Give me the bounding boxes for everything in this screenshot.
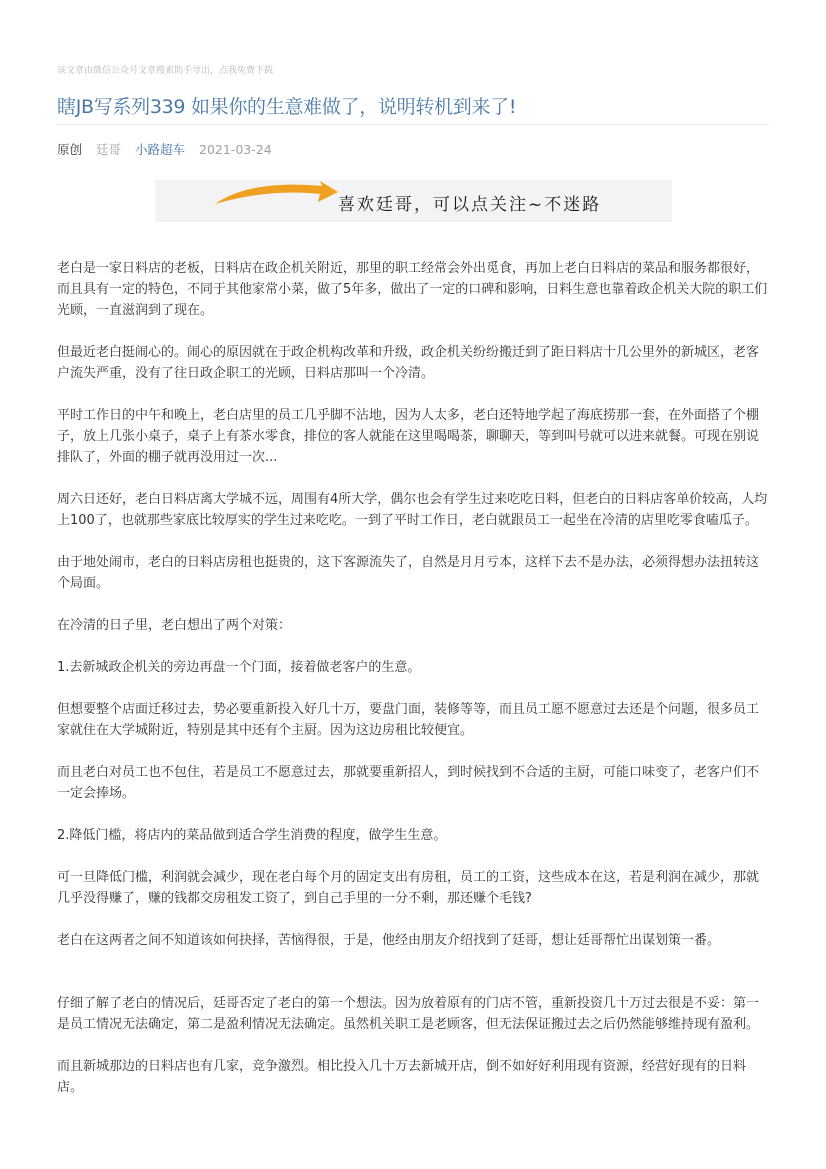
paragraph: 仔细了解了老白的情况后，廷哥否定了老白的第一个想法。因为放着原有的门店不管，重新投资几十万过去很是不妥：第一是员工情况无法确定，第二是盈利情况无法确定。虽然机关职工是老顾客，但无法保证搬过去之后仍然能够维持现有盈利。 [57, 996, 760, 1032]
title-divider [57, 124, 769, 125]
original-tag: 原创 [57, 142, 83, 157]
paragraph: 2.降低门槛，将店内的菜品做到适合学生消费的程度，做学生生意。 [57, 828, 447, 843]
export-notice[interactable]: 该文章由微信公众号文章搜索助手导出，点我免费下载 [57, 66, 274, 76]
follow-banner [155, 180, 672, 222]
paragraph: 老白是一家日料店的老板，日料店在政企机关附近，那里的职工经常会外出觅食，再加上老白日料店的菜品和服务都很好，而且具有一定的特色，不同于其他家常小菜，做了5年多，做出了一定的口碑和影响，日料生意也靠着政企机关大院的职工们光顾，一直滋润到了现在。 [57, 261, 768, 318]
article-meta [57, 140, 282, 158]
paragraph: 而且新城那边的日料店也有几家，竞争激烈。相比投入几十万去新城开店，倒不如好好利用现有资源，经营好现有的日料店。 [57, 1059, 747, 1095]
paragraph: 而且老白对员工也不包住，若是员工不愿意过去，那就要重新招人，到时候找到不合适的主厨，可能口味变了，老客户们不一定会捧场。 [57, 765, 760, 801]
paragraph: 1.去新城政企机关的旁边再盘一个门面，接着做老客户的生意。 [57, 660, 421, 675]
paragraph: 周六日还好，老白日料店离大学城不远，周围有4所大学，偶尔也会有学生过来吃吃日料，但老白的日料店客单价较高，人均上100了，也就那些家底比较厚实的学生过来吃吃。一到了平时工作日，老白就跟员工一起坐在冷清的店里吃零食嗑瓜子。 [57, 492, 768, 528]
article-title: 瞎JB写系列339 如果你的生意难做了，说明转机到来了! [57, 96, 517, 118]
arrow-icon [210, 180, 340, 222]
paragraph: 由于地处闹市，老白的日料店房租也挺贵的，这下客源流失了，自然是月月亏本，这样下去不是办法，必须得想办法扭转这个局面。 [57, 555, 760, 591]
publish-date: 2021-03-24 [199, 142, 272, 157]
paragraph: 但最近老白挺闹心的。闹心的原因就在于政企机构改革和升级，政企机关纷纷搬迁到了距日料店十几公里外的新城区，老客户流失严重，没有了往日政企职工的光顾，日料店那叫一个冷清。 [57, 345, 760, 381]
paragraph: 可一旦降低门槛，利润就会减少，现在老白每个月的固定支出有房租，员工的工资，这些成本在这，若是利润在减少，那就几乎没得赚了，赚的钱都交房租发工资了，到自己手里的一分不剩，那还赚个毛钱? [57, 870, 760, 906]
paragraph: 老白在这两者之间不知道该如何抉择，苦恼得很，于是，他经由朋友介绍找到了廷哥，想让廷哥帮忙出谋划策一番。 [57, 933, 721, 948]
author-name: 廷哥 [96, 142, 122, 157]
account-link[interactable]: 小路超车 [135, 142, 186, 157]
paragraph: 平时工作日的中午和晚上，老白店里的员工几乎脚不沾地，因为人太多，老白还特地学起了海底捞那一套，在外面搭了个棚子，放上几张小桌子，桌子上有茶水零食，排位的客人就能在这里喝喝茶，聊聊天，等到叫号就可以进来就餐。可现在别说排队了，外面的棚子就再没用过一次... [57, 408, 760, 465]
paragraph: 但想要整个店面迁移过去，势必要重新投入好几十万，要盘门面，装修等等，而且员工愿不愿意过去还是个问题，很多员工家就住在大学城附近，特别是其中还有个主厨。因为这边房租比较便宜。 [57, 702, 760, 738]
paragraph: 在冷清的日子里，老白想出了两个对策： [57, 618, 292, 633]
article-body [57, 258, 769, 1119]
banner-text: 喜欢廷哥，可以点关注~不迷路 [338, 195, 602, 215]
